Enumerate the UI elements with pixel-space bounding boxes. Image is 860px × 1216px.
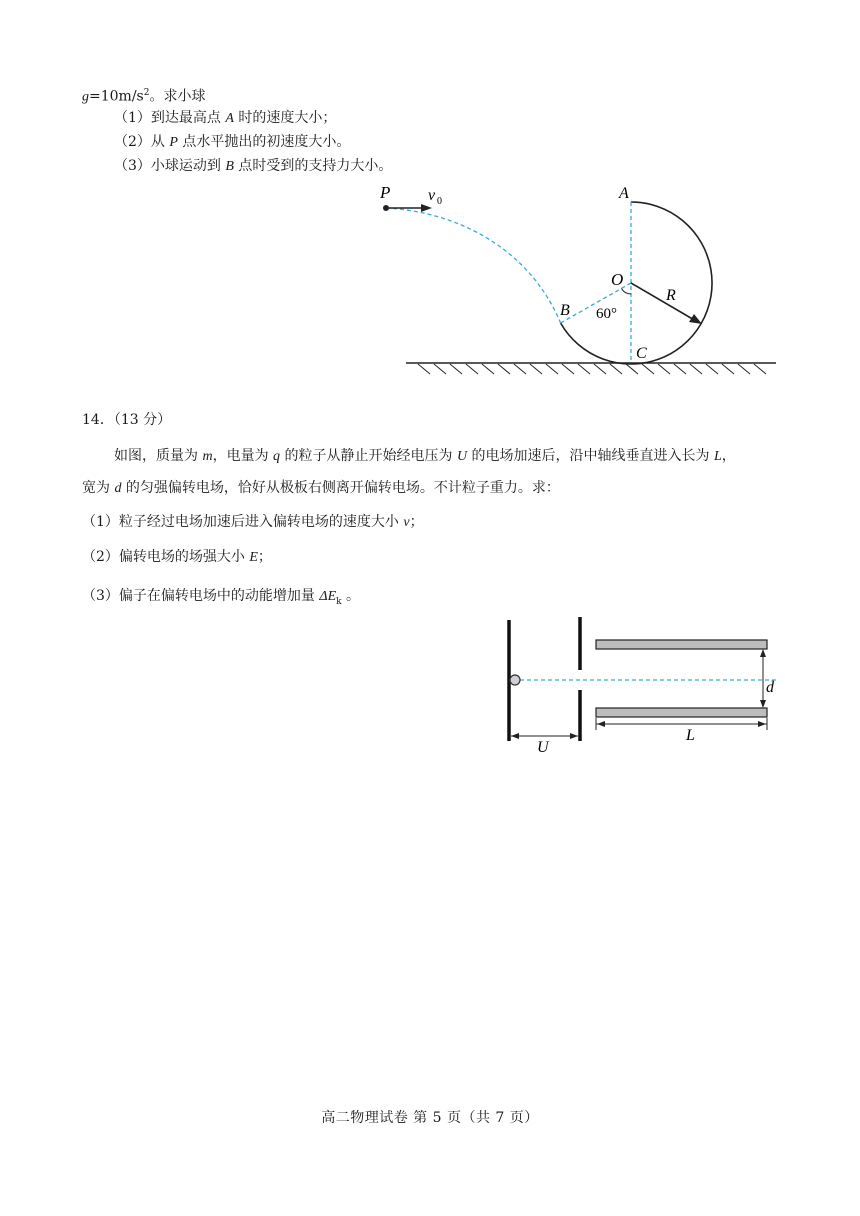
label-d: d (766, 679, 774, 696)
l-arrowhead-left (597, 721, 605, 727)
q14-item-2: （2）偏转电场的场强大小 E； (82, 549, 272, 565)
q14-body-line-1: 如图，质量为 m，电量为 q 的粒子从静止开始经电压为 U 的电场加速后，沿中轴线垂直进入长为 L， (114, 448, 736, 464)
d-arrowhead-top (760, 649, 766, 657)
label-v: v (428, 187, 436, 204)
q14-heading: 14．（13 分） (82, 412, 172, 428)
l-arrowhead-right (758, 721, 766, 727)
deflection-plate-bottom (596, 708, 767, 717)
g-exponent: 2 (143, 88, 150, 98)
q13-item-2: （2）从 P 点水平抛出的初速度大小。 (114, 134, 351, 150)
g-symbol: g (82, 89, 89, 105)
label-l: L (686, 727, 695, 744)
g-tail: 。求小球 (149, 88, 206, 105)
label-r: R (666, 287, 676, 304)
d-arrowhead-bottom (760, 700, 766, 708)
q14-item-1: （1）粒子经过电场加速后进入偏转电场的速度大小 v； (82, 514, 424, 530)
page-footer: 高二物理试卷 第 5 页（共 7 页） (321, 1110, 539, 1126)
label-p: P (380, 183, 391, 202)
q13-item-1: （1）到达最高点 A 时的速度大小； (114, 110, 337, 126)
label-b: B (560, 302, 570, 319)
label-o: O (611, 270, 624, 289)
label-a: A (619, 185, 629, 202)
u-arrowhead-right (570, 733, 578, 739)
q14-body-line-2: 宽为 d 的匀强偏转电场，恰好从极板右侧离开偏转电场。不计粒子重力。求： (82, 480, 560, 496)
particle (510, 675, 520, 685)
label-u: U (537, 739, 549, 756)
label-angle: 60° (596, 306, 617, 322)
q14-item-3: （3）偏子在偏转电场中的动能增加量 $\Delta E_k$ 。 (82, 588, 361, 607)
label-v-subscript: 0 (437, 196, 442, 207)
deflection-plate-top (596, 640, 767, 649)
u-arrowhead-left (511, 733, 519, 739)
label-c: C (636, 345, 647, 362)
g-value: =10m/s (89, 88, 144, 105)
q13-item-3: （3）小球运动到 B 点时受到的支持力大小。 (114, 158, 393, 174)
